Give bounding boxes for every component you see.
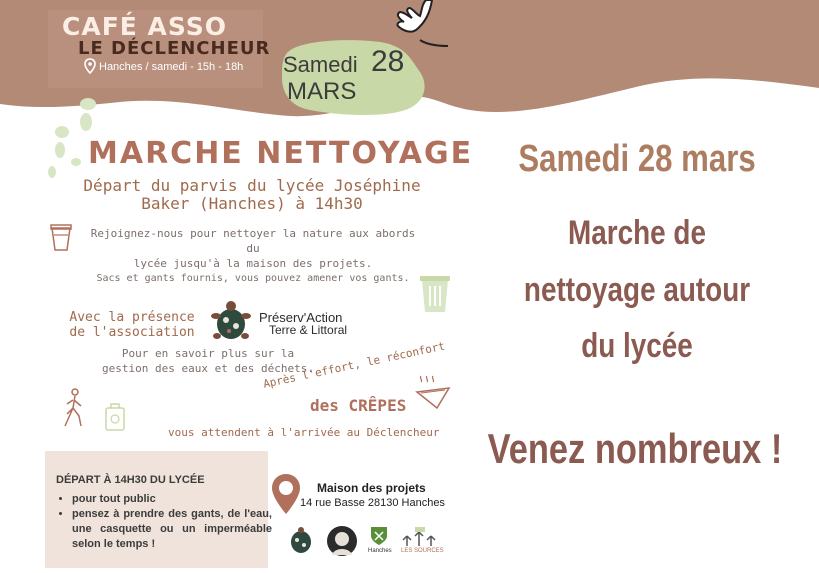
announcement-line-3: du lycée <box>581 327 693 365</box>
cafe-asso-title: CAFÉ ASSO <box>62 12 228 41</box>
departure-box-title: DÉPART À 14H30 DU LYCÉE <box>56 474 205 486</box>
walker-icon <box>61 388 87 428</box>
announcement-date: Samedi 28 mars <box>518 138 756 180</box>
description <box>88 226 418 271</box>
badge-month: MARS <box>287 78 357 105</box>
presence-text <box>62 310 202 340</box>
more-info <box>98 346 318 376</box>
les-sources-logo-icon <box>401 526 441 548</box>
departure-text <box>82 177 422 213</box>
list-item: • pour tout public <box>72 492 272 507</box>
effort-text: Après l'effort, le réconfort <box>262 339 447 391</box>
walk-title: MARCHE NETTOYAGE <box>88 136 474 171</box>
presence-line-2: de l'association <box>69 325 195 340</box>
announcement-line-2: nettoyage autour <box>523 271 751 309</box>
crepe-icon <box>413 372 453 412</box>
description-line-2: lycée jusqu'à la maison des projets. <box>133 257 373 270</box>
portrait-logo-icon <box>326 525 358 557</box>
location-name: Maison des projets <box>317 481 426 495</box>
turtle-partner-logo-icon <box>286 526 316 556</box>
declencheur-subtitle: LE DÉCLENCHEUR <box>78 38 271 59</box>
map-pin-icon <box>270 472 302 516</box>
list-item: • pensez à prendre des gants, de l'eau, une casquette ou un imperméable selon le temps ! <box>72 507 272 552</box>
cup-icon <box>49 222 73 252</box>
more-info-line-2: gestion des eaux et des déchets. <box>102 362 314 375</box>
bag-icon <box>103 402 129 432</box>
badge-day: Samedi <box>283 52 358 77</box>
description-line-1: Rejoignez-nous pour nettoyer la nature aux abords du <box>90 227 416 255</box>
les-sources-label: LES SOURCES <box>401 548 444 554</box>
announcement-call: Venez nombreux ! <box>487 425 783 472</box>
hanches-logo-label: Hanches <box>368 548 392 554</box>
cafe-info: Hanches / samedi - 15h - 18h <box>99 61 244 73</box>
badge-number: 28 <box>371 45 405 78</box>
departure-line-1: Départ du parvis du lycée Joséphine <box>83 176 421 195</box>
location-pin-icon <box>84 58 96 74</box>
announcement-line-1: Marche de <box>568 214 706 252</box>
presence-line-1: Avec la présence <box>69 310 195 325</box>
association-name-1: Préserv'Action <box>259 310 343 325</box>
more-info-line-1: Pour en savoir plus sur la <box>121 347 295 360</box>
crepes-text: des CRÊPES <box>310 396 407 415</box>
location-address: 14 rue Basse 28130 Hanches <box>300 497 445 509</box>
supplies-text: Sacs et gants fournis, vous pouvez amener vos gants. <box>96 273 410 284</box>
await-text: vous attendent à l'arrivée au Déclencheur <box>168 426 440 439</box>
departure-line-2: Baker (Hanches) à 14h30 <box>141 194 363 213</box>
turtle-logo-icon <box>211 300 251 344</box>
hanches-shield-icon <box>370 526 388 546</box>
association-name-2: Terre & Littoral <box>269 323 348 337</box>
departure-list <box>56 492 272 552</box>
trash-bin-icon <box>418 272 452 314</box>
